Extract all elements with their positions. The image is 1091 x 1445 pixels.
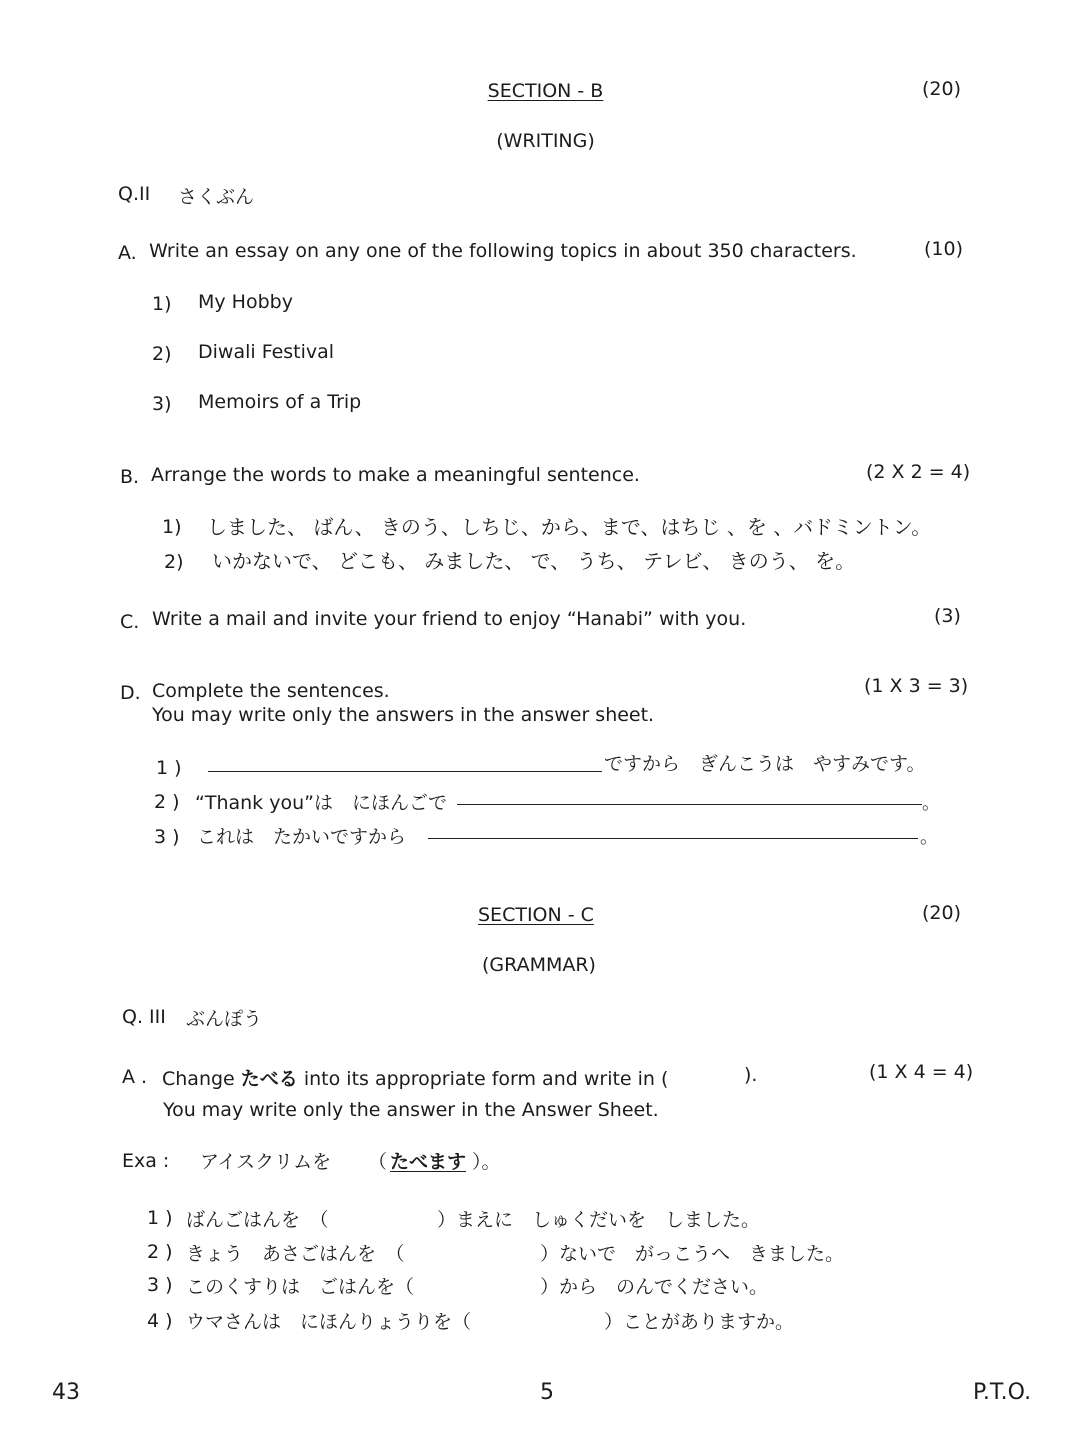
sentence-start: ばんごはんを （ xyxy=(186,1209,329,1231)
part-a-marks: (1 X 4 = 4) xyxy=(869,1061,974,1083)
part-d-marks: (1 X 3 = 3) xyxy=(864,675,969,697)
section-b-subheading: (WRITING) xyxy=(496,130,595,152)
topic-number: 1) xyxy=(152,293,172,315)
sentence-start: ウマさんは にほんりょうりを（ xyxy=(186,1311,472,1333)
item-number: 3 ) xyxy=(154,826,180,848)
section-c-marks: (20) xyxy=(922,902,962,924)
topic-text: Memoirs of a Trip xyxy=(198,391,362,413)
section-c-subheading: (GRAMMAR) xyxy=(482,954,596,976)
answer-blank[interactable] xyxy=(208,771,602,772)
part-a-instruction-note: You may write only the answer in the Answer Sheet. xyxy=(163,1099,659,1121)
part-a-instruction xyxy=(162,1064,668,1091)
example-label: Exa : xyxy=(122,1150,170,1172)
sentence-start: このくすりは ごはんを（ xyxy=(186,1276,415,1298)
example-sentence: アイスクリムを xyxy=(200,1151,332,1173)
instruction-text: Change xyxy=(162,1068,235,1090)
question-number: Q.II xyxy=(118,183,151,205)
sentence-start: きょう あさごはんを （ xyxy=(186,1243,405,1265)
part-c-instruction: Write a mail and invite your friend to enjoy “Hanabi” with you. xyxy=(152,608,747,630)
sentence-start: これは たかいですから xyxy=(197,826,407,848)
sentence-ending: 。 xyxy=(922,793,940,814)
page-number: 5 xyxy=(540,1380,554,1405)
question-paper-code: 43 xyxy=(52,1380,80,1405)
example-answer: たべます xyxy=(390,1151,467,1173)
topic-text: Diwali Festival xyxy=(198,341,335,363)
topic-text: My Hobby xyxy=(198,291,293,313)
topic-number: 3) xyxy=(152,393,172,415)
example-open-paren: （ xyxy=(368,1151,388,1173)
part-label: C. xyxy=(120,611,140,633)
item-number: 1) xyxy=(162,516,182,538)
item-number: 4 ) xyxy=(147,1310,173,1332)
item-number: 1 ) xyxy=(147,1207,173,1229)
section-b-marks: (20) xyxy=(922,78,962,100)
part-label: D. xyxy=(120,682,141,704)
sentence-ending: ）まえに しゅくだいを しました。 xyxy=(437,1209,761,1231)
section-c-heading: SECTION - C xyxy=(478,904,594,926)
topic-number: 2) xyxy=(152,343,172,365)
example-close-paren: ）。 xyxy=(472,1151,501,1173)
target-verb: たべる xyxy=(240,1068,298,1090)
part-d-instruction: Complete the sentences. xyxy=(152,680,390,702)
please-turn-over: P.T.O. xyxy=(973,1380,1032,1405)
section-b-heading: SECTION - B xyxy=(487,80,604,102)
item-number: 3 ) xyxy=(147,1274,173,1296)
instruction-close-paren: ). xyxy=(744,1064,758,1086)
sentence-ending: ）ないで がっこうへ きました。 xyxy=(540,1243,845,1265)
part-label: B. xyxy=(120,466,140,488)
sentence-ending: 。 xyxy=(920,827,938,848)
part-label: A. xyxy=(118,242,137,264)
part-b-marks: (2 X 2 = 4) xyxy=(866,461,971,483)
question-number: Q. III xyxy=(122,1006,166,1028)
sentence-ending: ですから ぎんこうは やすみです。 xyxy=(604,753,926,775)
jumbled-sentence: しました、 ばん、 きのう、しちじ、から、まで、はちじ 、を 、バドミントン。 xyxy=(207,515,932,539)
sentence-ending: ）から のんでください。 xyxy=(540,1276,769,1298)
answer-blank[interactable] xyxy=(428,838,918,839)
part-label: A . xyxy=(122,1066,148,1088)
item-number: 2 ) xyxy=(154,791,180,813)
question-title-jp: ぶんぽう xyxy=(186,1008,263,1030)
question-title-jp: さくぶん xyxy=(178,186,255,208)
item-number: 1 ) xyxy=(156,757,182,779)
sentence-start: “Thank you”は にほんごで xyxy=(195,792,447,814)
item-number: 2) xyxy=(164,551,184,573)
part-b-instruction: Arrange the words to make a meaningful sentence. xyxy=(151,464,640,486)
part-a-marks: (10) xyxy=(924,238,964,260)
item-number: 2 ) xyxy=(147,1241,173,1263)
part-a-instruction: Write an essay on any one of the following topics in about 350 characters. xyxy=(149,240,857,262)
instruction-text: into its appropriate form and write in ( xyxy=(303,1068,669,1090)
part-c-marks: (3) xyxy=(934,605,961,627)
jumbled-sentence: いかないで、 どこも、 みました、 で、 うち、 テレビ、 きのう、 を。 xyxy=(212,549,856,573)
sentence-ending: ）ことがありますか。 xyxy=(604,1311,795,1333)
answer-blank[interactable] xyxy=(457,804,922,805)
part-d-instruction-note: You may write only the answers in the answer sheet. xyxy=(152,704,655,726)
